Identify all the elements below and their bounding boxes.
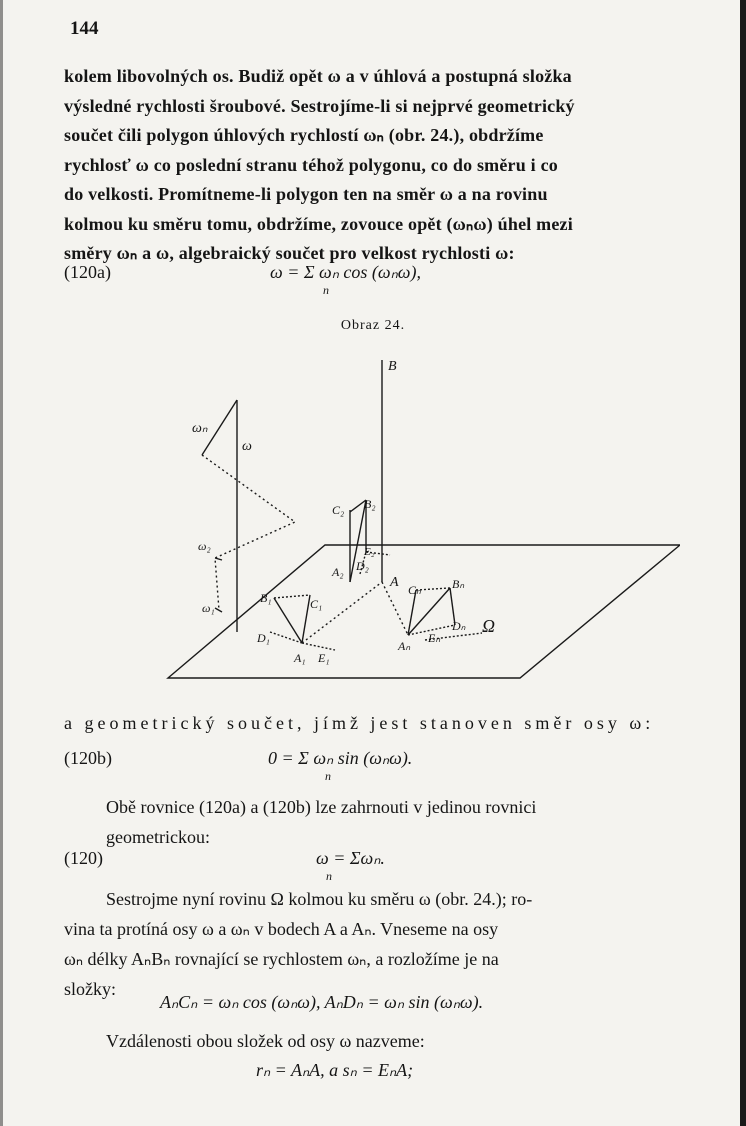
line-b1-c1 [274, 595, 310, 598]
label-An: Aₙ [398, 639, 411, 653]
label-omega-n: ωₙ [192, 421, 208, 436]
line-cn-bn [416, 588, 450, 590]
label-A2: A₂ [332, 565, 344, 579]
tick-lower [215, 608, 222, 612]
both-line: Obě rovnice (120a) a (120b) lze zahrnouti v jedinou rovnici [106, 797, 537, 817]
construction-line: složky: [64, 979, 116, 999]
paragraph-construction [64, 884, 670, 1004]
equation-120: ω = Σωₙ. [316, 848, 385, 868]
label-E1: E₁ [318, 651, 330, 665]
intro-line: rychlosť ω co poslední stranu téhož polygonu, co do směru i co [64, 154, 558, 175]
intro-line: do velkosti. Promítneme-li polygon ten na směr ω a na rovinu [64, 184, 548, 204]
label-A: A [390, 575, 399, 590]
paragraph-both-equations [64, 792, 670, 852]
line-d1-a1 [270, 632, 302, 643]
label-D2: D₂ [356, 559, 369, 573]
label-B: B [388, 359, 397, 374]
construction-line: vina ta protíná osy ω a ωₙ v bodech A a Aₙ. Vneseme na osy [64, 919, 499, 939]
label-C1: C₁ [310, 597, 323, 611]
label-A1: A₁ [294, 651, 306, 665]
figure-24-diagram [160, 350, 680, 695]
intro-line: kolem libovolných os. Budiž opět ω a v úhlová a postupná složka [64, 66, 572, 86]
equation-label-120a: (120a) [64, 262, 111, 282]
label-omega-1: ω₁ [202, 601, 215, 615]
intro-line: součet čili polygon úhlových rychlostí ωₙ (obr. 24.), obdržíme [64, 125, 544, 145]
page-edge-left [0, 0, 3, 1126]
label-Omega: Ω [482, 616, 496, 636]
equation-120b: 0 = Σ ωₙ sin (ωₙω). [268, 748, 413, 768]
equation-120-index: n [326, 869, 332, 883]
equation-components: AₙCₙ = ωₙ cos (ωₙω), AₙDₙ = ωₙ sin (ωₙω). [160, 992, 484, 1012]
tick-left [215, 558, 222, 560]
paragraph-geometric-sum [64, 708, 670, 738]
plane-omega [168, 545, 680, 678]
construction-line: ωₙ délky AₙBₙ rovnající se rychlostem ωₙ, a rozložíme je na [64, 949, 499, 969]
line-e1 [302, 643, 335, 650]
intro-line: směry ωₙ a ω, algebraický součet pro velkost rychlosti ω: [64, 243, 515, 263]
equation-120a-index: n [323, 283, 329, 297]
label-omega: ω [242, 439, 252, 454]
label-Cn: Cₙ [408, 583, 421, 597]
label-omega-2: ω₂ [198, 539, 211, 553]
polygon-dotted [202, 455, 295, 610]
line-c1-a1 [302, 595, 310, 643]
label-Bn: Bₙ [452, 577, 465, 591]
intro-paragraph [64, 62, 670, 269]
label-E2: E₂ [364, 546, 375, 558]
equation-120b-index: n [325, 769, 331, 783]
label-Dn: Dₙ [452, 619, 466, 633]
label-B2: B₂ [364, 497, 376, 511]
label-En: Eₙ [428, 631, 441, 645]
both-line: geometrickou: [106, 827, 210, 847]
construction-line: Sestrojme nyní rovinu Ω kolmou ku směru ω (obr. 24.); ro- [106, 889, 533, 909]
label-D1: D₁ [257, 631, 270, 645]
intro-line: kolmou ku směru tomu, obdržíme, zovouce opět (ωₙω) úhel mezi [64, 213, 573, 234]
figure-caption: Obraz 24. [340, 318, 406, 333]
label-C2: C₂ [332, 503, 345, 517]
paragraph-distances: Vzdálenosti obou složek od osy ω nazveme: [106, 1031, 425, 1051]
equation-distances: rₙ = AₙA, a sₙ = EₙA; [256, 1060, 414, 1080]
equation-label-120b: (120b) [64, 748, 112, 768]
equation-120a: ω = Σ ωₙ cos (ωₙω), [270, 262, 422, 282]
geometric-sum-text: a geometrický součet, jímž jest stanoven směr osy ω: [64, 713, 655, 733]
page-number: 144 [70, 18, 99, 39]
label-B1: B₁ [260, 591, 272, 605]
line-a1-a [302, 582, 382, 643]
intro-line: výsledné rychlosti šroubové. Sestrojíme-li si nejprvé geometrický [64, 95, 575, 116]
line-b1-a1 [274, 598, 302, 643]
equation-label-120: (120) [64, 848, 103, 868]
page-edge-right [740, 0, 746, 1126]
